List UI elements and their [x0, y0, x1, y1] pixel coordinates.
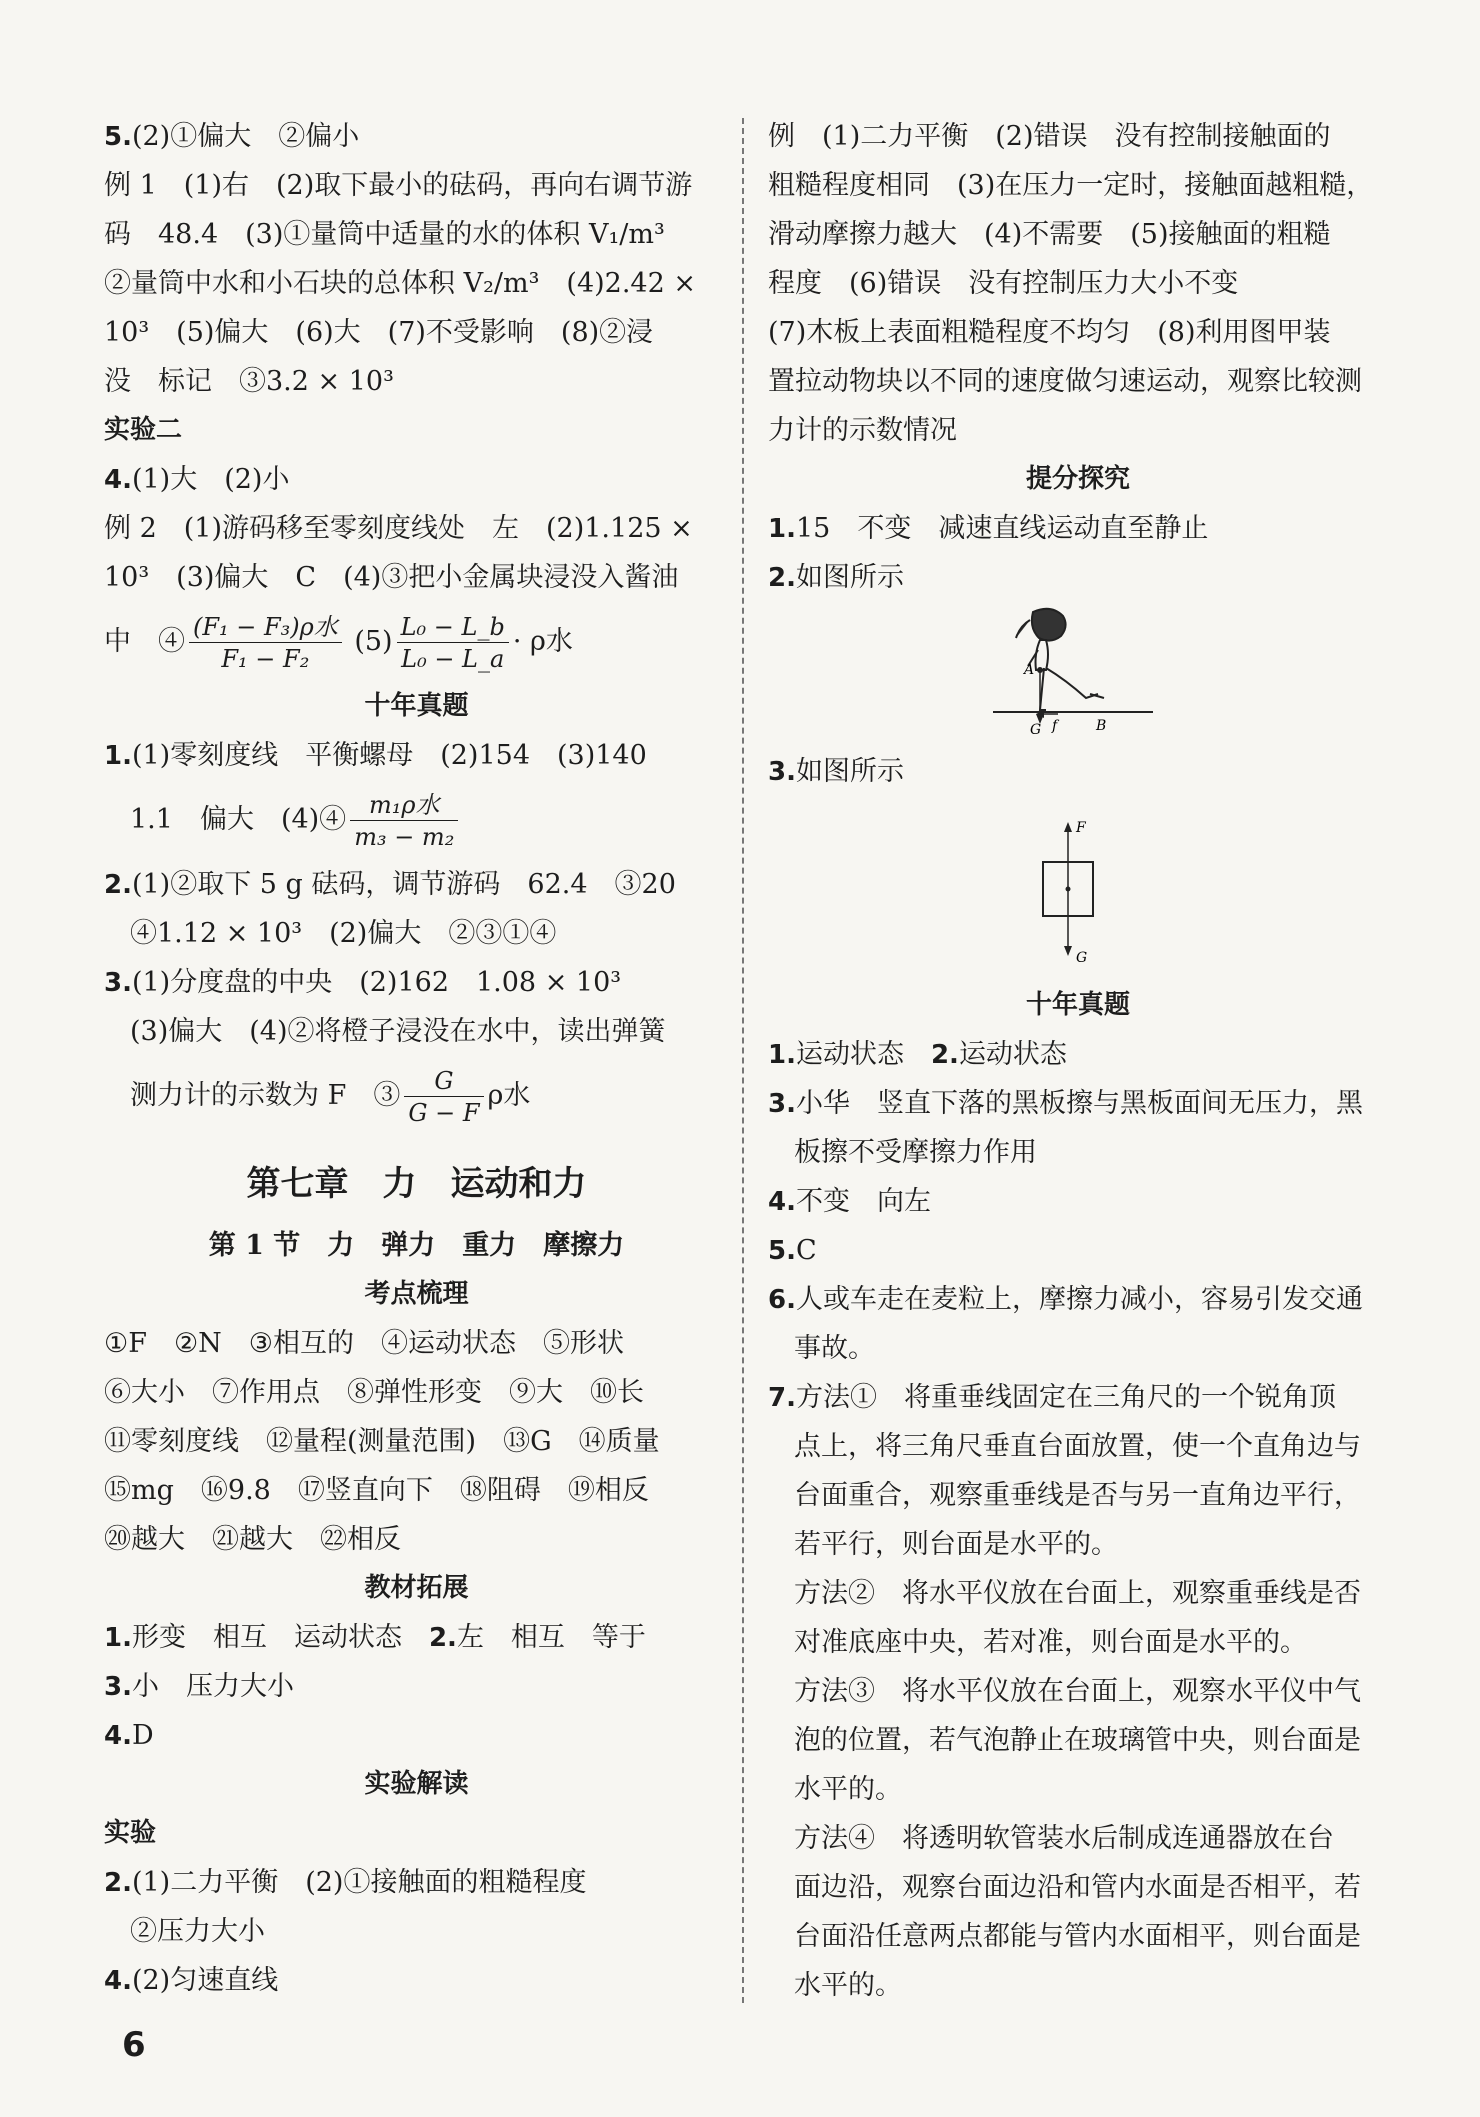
answer-line	[104, 1711, 729, 1760]
answer-line	[768, 1030, 1388, 1079]
numerator: G	[404, 1069, 483, 1097]
item-number: 3.	[104, 1672, 132, 1702]
heading: 考点梳理	[364, 1279, 469, 1309]
block-force-diagram	[768, 796, 1388, 981]
heading: 提分探究	[1025, 464, 1130, 494]
numerator: m₁ρ水	[350, 793, 458, 821]
numerator: (F₁ − F₃)ρ水	[189, 615, 342, 643]
item-number: 4.	[104, 1966, 132, 1996]
chapter-title: 第七章 力 运动和力	[246, 1164, 587, 1204]
answer-text: 方法① 将重垂线固定在三角尺的一个锐角顶	[795, 1382, 1336, 1413]
answer-text: 不变 向左	[795, 1186, 931, 1217]
item-number: 5.	[768, 1236, 796, 1266]
denominator: G − F	[408, 1098, 480, 1127]
answer-text: 中 ④	[104, 626, 185, 657]
answer-line	[768, 553, 1388, 602]
answer-line: 面边沿，观察台面边沿和管内水面是否相平，若	[794, 1872, 1361, 1903]
fraction	[350, 790, 458, 851]
heading: 十年真题	[1025, 990, 1130, 1020]
answer-line: 置拉动物块以不同的速度做匀速运动，观察比较测	[768, 366, 1362, 397]
answer-text: 形变 相互 运动状态	[131, 1622, 429, 1653]
answer-line	[104, 731, 729, 780]
answer-line: 10³ (5)偏大 (6)大 (7)不受影响 (8)②浸	[104, 317, 654, 348]
answer-line: 例 1 (1)右 (2)取下最小的砝码，再向右调节游	[104, 170, 693, 201]
formula-line	[104, 780, 729, 860]
item-number: 1.	[768, 1040, 796, 1070]
answer-line: 点上，将三角尺垂直台面放置，使一个直角边与	[794, 1431, 1361, 1462]
item-number: 6.	[768, 1285, 796, 1315]
answer-line: 方法② 将水平仪放在台面上，观察重垂线是否	[794, 1578, 1361, 1609]
point-a-label: A	[1024, 662, 1035, 678]
answer-line: 滑动摩擦力越大 (4)不需要 (5)接触面的粗糙	[768, 219, 1331, 250]
item-number: 2.	[104, 870, 132, 900]
item-number: 1.	[104, 741, 132, 771]
answer-line: ②量筒中水和小石块的总体积 V₂/m³ (4)2.42 ×	[104, 268, 696, 299]
answer-line: 方法④ 将透明软管装水后制成连通器放在台	[794, 1823, 1334, 1854]
answer-text: 测力计的示数为 F ③	[130, 1080, 401, 1111]
answer-line: 水平的。	[794, 1970, 902, 2001]
section-title: 第 1 节 力 弹力 重力 摩擦力	[208, 1230, 625, 1261]
answer-text: (1)分度盘的中央 (2)162 1.08 × 10³	[131, 967, 622, 998]
fraction	[404, 1066, 483, 1127]
right-column	[768, 112, 1388, 2010]
item-number: 4.	[104, 465, 132, 495]
item-number: 5.	[104, 122, 132, 152]
answer-line: 力计的示数情况	[768, 415, 957, 446]
denominator: F₁ − F₂	[221, 644, 310, 673]
page-number: 6	[122, 2025, 146, 2065]
answer-line: 台面沿任意两点都能与管内水面相平，则台面是	[794, 1921, 1361, 1952]
answer-line: 没 标记 ③3.2 × 10³	[104, 366, 394, 397]
answer-line: ④1.12 × 10³ (2)偏大 ②③①④	[130, 918, 557, 949]
answer-text: 人或车走在麦粒上，摩擦力减小，容易引发交通	[795, 1284, 1363, 1315]
force-f-label: F	[1076, 820, 1086, 836]
item-number: 4.	[768, 1187, 796, 1217]
answer-line: 粗糙程度相同 (3)在压力一定时，接触面越粗糙，	[768, 170, 1374, 201]
answer-line: 若平行，则台面是水平的。	[794, 1529, 1118, 1560]
answer-line	[104, 1662, 729, 1711]
answer-line: 对准底座中央，若对准，则台面是水平的。	[794, 1627, 1307, 1658]
answer-line: 码 48.4 (3)①量筒中适量的水的体积 V₁/m³	[104, 219, 665, 250]
friction-label: f	[1052, 718, 1058, 734]
item-number: 2.	[768, 563, 796, 593]
answer-line: ⑪零刻度线 ⑫量程(测量范围) ⑬G ⑭质量	[104, 1426, 660, 1457]
answer-line: 10³ (3)偏大 C (4)③把小金属块浸没入酱油	[104, 562, 679, 593]
answer-text: 运动状态	[795, 1039, 931, 1070]
numerator: L₀ − L_b	[397, 615, 509, 643]
item-number: 1.	[104, 1623, 132, 1653]
answer-line: 事故。	[794, 1333, 875, 1364]
heading: 十年真题	[364, 691, 469, 721]
girl-friction-diagram	[768, 602, 1388, 747]
point-b-label: B	[1096, 718, 1107, 734]
answer-text: (2)匀速直线	[131, 1965, 279, 1996]
answer-text: 小华 竖直下落的黑板擦与黑板面间无压力，黑	[795, 1088, 1363, 1119]
answer-line: 例 2 (1)游码移至零刻度线处 左 (2)1.125 ×	[104, 513, 693, 544]
answer-text: 运动状态	[958, 1039, 1067, 1070]
answer-text: · ρ水	[512, 626, 573, 657]
item-number: 3.	[768, 757, 796, 787]
figure-block-forces	[768, 796, 1388, 981]
answer-text: 1.1 偏大 (4)④	[130, 804, 347, 835]
answer-text: D	[131, 1720, 154, 1751]
item-number: 3.	[768, 1089, 796, 1119]
subheading: 实验二	[104, 415, 183, 445]
girl-figure-icon	[1016, 609, 1104, 710]
answer-text: 如图所示	[795, 756, 904, 787]
answer-line	[768, 1177, 1388, 1226]
answer-line: 例 (1)二力平衡 (2)错误 没有控制接触面的	[768, 121, 1331, 152]
item-number: 2.	[428, 1623, 457, 1653]
force-g-label: G	[1076, 950, 1088, 966]
answer-line	[104, 455, 729, 504]
answer-text: 左 相互 等于	[456, 1622, 646, 1653]
answer-text: (1)大 (2)小	[131, 464, 290, 495]
answer-text: (5)	[354, 626, 393, 657]
answer-line: ⑮mg ⑯9.8 ⑰竖直向下 ⑱阻碍 ⑲相反	[104, 1475, 649, 1506]
denominator: L₀ − L_a	[401, 644, 505, 673]
answer-line	[104, 958, 729, 1007]
answer-line: 台面重合，观察重垂线是否与另一直角边平行，	[794, 1480, 1361, 1511]
item-number: 2.	[104, 1868, 132, 1898]
answer-line: (7)木板上表面粗糙程度不均匀 (8)利用图甲装	[768, 317, 1331, 348]
answer-text: (1)二力平衡 (2)①接触面的粗糙程度	[131, 1867, 587, 1898]
fraction	[189, 612, 342, 673]
heading: 教材拓展	[364, 1573, 469, 1603]
fraction	[397, 612, 509, 673]
item-number: 4.	[104, 1721, 132, 1751]
answer-text: (1)零刻度线 平衡螺母 (2)154 (3)140	[131, 740, 647, 771]
answer-text: (2)①偏大 ②偏小	[131, 121, 360, 152]
denominator: m₃ − m₂	[354, 822, 455, 851]
answer-line: (3)偏大 (4)②将橙子浸没在水中，读出弹簧	[130, 1016, 666, 1047]
formula-line	[104, 602, 729, 682]
answer-text: 15 不变 减速直线运动直至静止	[795, 513, 1209, 544]
answer-line	[768, 1226, 1388, 1275]
subheading: 实验	[104, 1818, 157, 1848]
answer-line	[104, 860, 729, 909]
answer-line	[104, 112, 729, 161]
formula-line	[104, 1056, 729, 1136]
item-number: 3.	[104, 968, 132, 998]
answer-line: ⑳越大 ㉑越大 ㉒相反	[104, 1524, 401, 1555]
answer-text: 如图所示	[795, 562, 904, 593]
answer-text: ρ水	[487, 1080, 531, 1111]
answer-text: (1)②取下 5 g 砝码，调节游码 62.4 ③20	[131, 869, 676, 900]
answer-line: 程度 (6)错误 没有控制压力大小不变	[768, 268, 1239, 299]
answer-text: 小 压力大小	[131, 1671, 294, 1702]
figure-girl-friction	[768, 602, 1388, 747]
answer-line	[768, 747, 1388, 796]
answer-line: 方法③ 将水平仪放在台面上，观察水平仪中气	[794, 1676, 1361, 1707]
answer-line: 水平的。	[794, 1774, 902, 1805]
answer-line	[768, 504, 1388, 553]
left-column	[104, 112, 729, 2005]
item-number: 7.	[768, 1383, 796, 1413]
answer-line	[104, 1858, 729, 1907]
answer-text: C	[795, 1235, 817, 1266]
answer-line: 板擦不受摩擦力作用	[794, 1137, 1037, 1168]
item-number: 2.	[930, 1040, 959, 1070]
answer-line: ①F ②N ③相互的 ④运动状态 ⑤形状	[104, 1328, 624, 1359]
answer-line	[104, 1956, 729, 2005]
answer-line: ②压力大小	[130, 1916, 265, 1947]
answer-line	[104, 1613, 729, 1662]
answer-line	[768, 1275, 1388, 1324]
gravity-label: G	[1030, 722, 1042, 738]
column-divider	[742, 118, 744, 2003]
item-number: 1.	[768, 514, 796, 544]
answer-line: ⑥大小 ⑦作用点 ⑧弹性形变 ⑨大 ⑩长	[104, 1377, 644, 1408]
answer-line	[768, 1079, 1388, 1128]
heading: 实验解读	[364, 1769, 469, 1799]
answer-line	[768, 1373, 1388, 1422]
answer-line: 泡的位置，若气泡静止在玻璃管中央，则台面是	[794, 1725, 1361, 1756]
